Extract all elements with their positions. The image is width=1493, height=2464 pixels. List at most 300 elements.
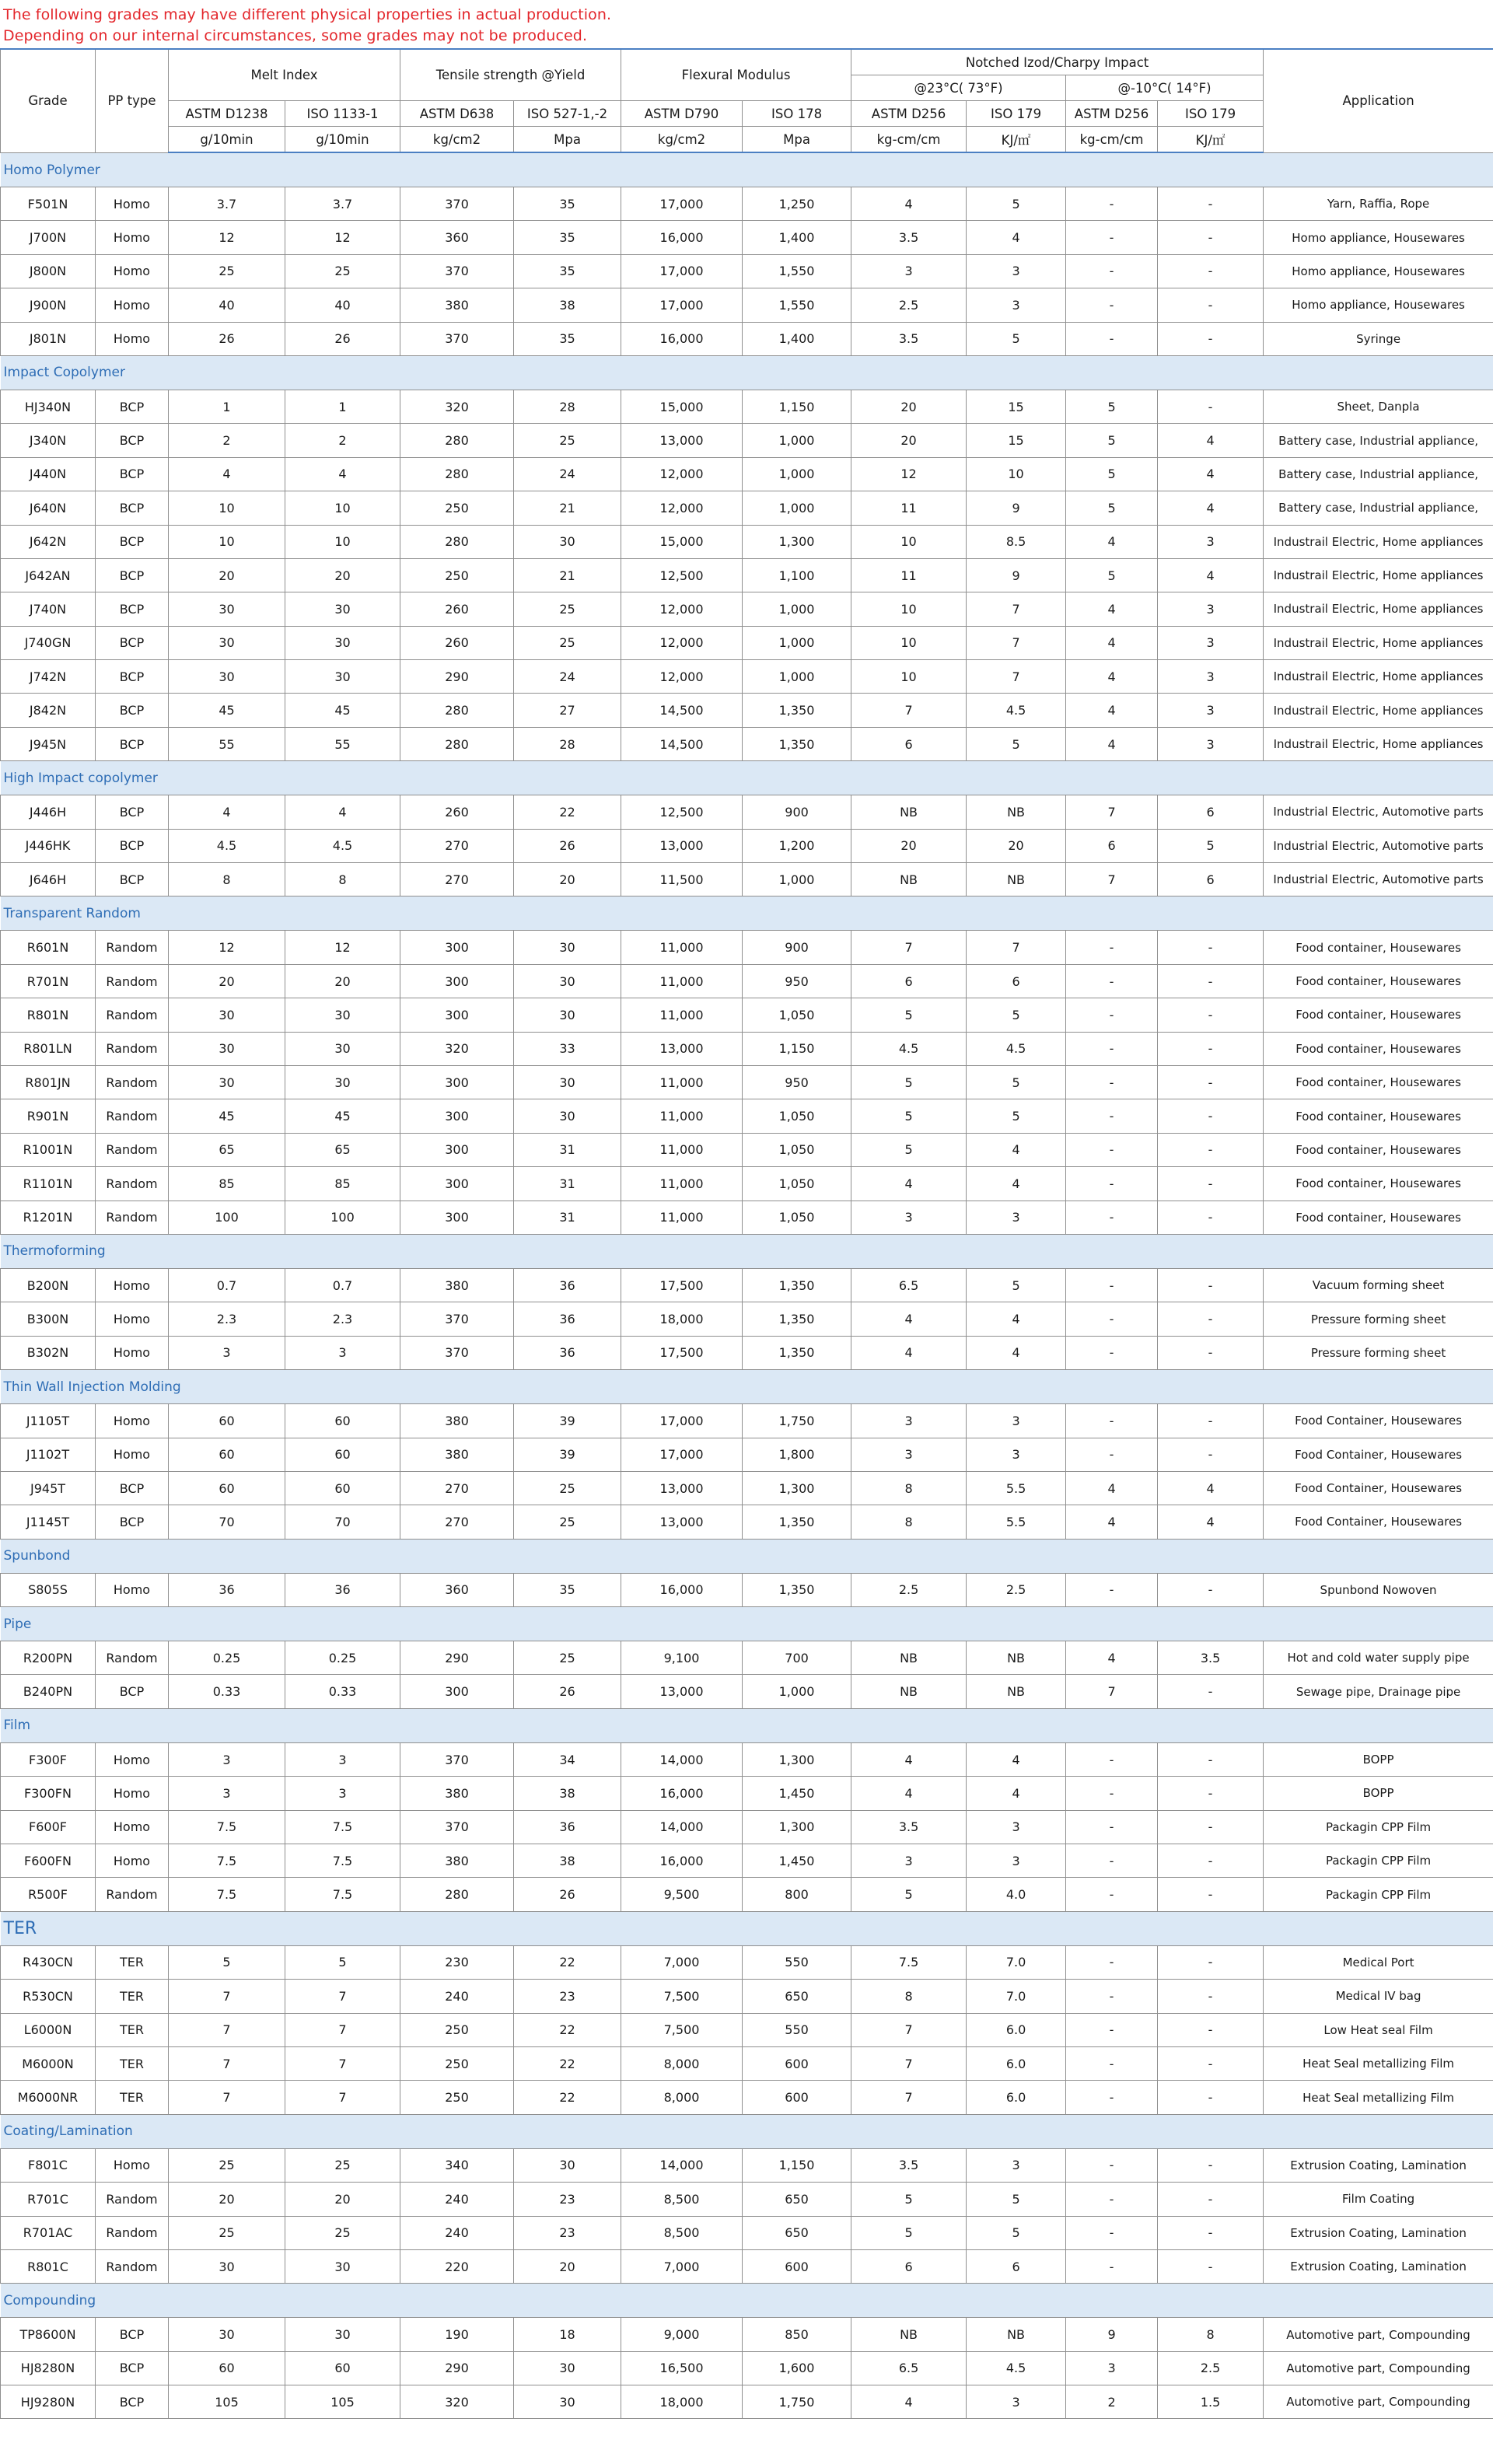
cell-mi-iso: 45 [285,694,400,727]
cell-impactm10-astm: - [1066,2046,1158,2080]
cell-mi-iso: 25 [285,2148,400,2182]
cell-mi-iso: 3 [285,1336,400,1369]
cell-grade: J742N [1,660,96,694]
cell-impact23-astm: 3 [851,1844,967,1878]
cell-flex-astm: 13,000 [621,1505,743,1539]
cell-grade: J740GN [1,626,96,659]
cell-application: Food container, Housewares [1264,964,1493,998]
cell-impact23-astm: 20 [851,424,967,457]
cell-impact23-astm: 6 [851,964,967,998]
cell-tensile-astm: 280 [400,457,514,491]
cell-flex-iso: 600 [743,2081,851,2114]
header-grade: Grade [1,49,96,152]
header-test-method: ASTM D1238 [169,101,285,127]
cell-application: Food Container, Housewares [1264,1505,1493,1539]
cell-flex-astm: 7,500 [621,2013,743,2046]
cell-mi-astm: 70 [169,1505,285,1539]
cell-impact23-iso: NB [967,2318,1066,2351]
cell-pp-type: Random [96,1167,169,1201]
cell-flex-astm: 8,500 [621,2183,743,2216]
cell-impactm10-iso: - [1158,1302,1264,1336]
cell-application: Vacuum forming sheet [1264,1268,1493,1302]
cell-mi-iso: 7 [285,2013,400,2046]
category-row [1,761,1493,795]
table-row [1,1065,1493,1099]
cell-impactm10-iso: - [1158,2081,1264,2114]
cell-tensile-astm: 290 [400,2351,514,2385]
cell-mi-iso: 20 [285,964,400,998]
cell-grade: R701AC [1,2216,96,2249]
cell-pp-type: Random [96,1641,169,1675]
cell-impactm10-iso: - [1158,221,1264,254]
cell-flex-iso: 1,350 [743,694,851,727]
cell-grade: R530CN [1,1980,96,2013]
cell-tensile-iso: 25 [514,424,621,457]
cell-mi-iso: 0.25 [285,1641,400,1675]
cell-impactm10-iso: 3 [1158,727,1264,760]
cell-impactm10-iso: - [1158,322,1264,355]
cell-impactm10-astm: 4 [1066,525,1158,558]
cell-mi-astm: 3 [169,1336,285,1369]
cell-impactm10-astm: - [1066,1133,1158,1166]
cell-mi-astm: 7 [169,2081,285,2114]
cell-flex-iso: 1,350 [743,1336,851,1369]
cell-flex-iso: 1,000 [743,626,851,659]
cell-flex-astm: 17,000 [621,187,743,221]
cell-mi-astm: 40 [169,288,285,322]
cell-impactm10-iso: 3 [1158,660,1264,694]
category-label: Thermoforming [1,1234,1493,1268]
cell-impactm10-iso: - [1158,2013,1264,2046]
cell-impact23-astm: 3 [851,1201,967,1234]
cell-impactm10-astm: - [1066,1268,1158,1302]
cell-impactm10-iso: - [1158,964,1264,998]
cell-pp-type: Homo [96,187,169,221]
cell-mi-astm: 30 [169,2249,285,2283]
cell-flex-astm: 12,000 [621,660,743,694]
table-row [1,457,1493,491]
cell-impact23-astm: 11 [851,558,967,592]
header-unit: kg-cm/cm [851,127,967,153]
cell-impact23-astm: 3.5 [851,221,967,254]
cell-mi-iso: 36 [285,1573,400,1606]
cell-impact23-astm: 7 [851,2013,967,2046]
cell-mi-astm: 20 [169,558,285,592]
cell-impact23-iso: 9 [967,491,1066,525]
cell-impact23-iso: 7 [967,931,1066,964]
cell-flex-iso: 1,150 [743,2148,851,2182]
table-row [1,1471,1493,1505]
cell-flex-astm: 16,000 [621,221,743,254]
cell-flex-iso: 550 [743,1945,851,1979]
cell-impactm10-iso: - [1158,1844,1264,1878]
cell-impact23-iso: 5 [967,727,1066,760]
cell-tensile-astm: 260 [400,795,514,829]
cell-impact23-astm: 5 [851,2183,967,2216]
cell-mi-astm: 8 [169,863,285,896]
cell-flex-astm: 12,000 [621,491,743,525]
cell-flex-iso: 1,250 [743,187,851,221]
cell-tensile-astm: 230 [400,1945,514,1979]
cell-impactm10-astm: 5 [1066,457,1158,491]
cell-impactm10-astm: - [1066,1777,1158,1810]
cell-grade: R1001N [1,1133,96,1166]
header-test-method: ASTM D790 [621,101,743,127]
cell-impact23-iso: 10 [967,457,1066,491]
cell-impactm10-astm: 4 [1066,1471,1158,1505]
cell-grade: J800N [1,254,96,288]
cell-grade: R1201N [1,1201,96,1234]
cell-impactm10-astm: 5 [1066,390,1158,423]
cell-flex-iso: 1,050 [743,1167,851,1201]
cell-application: Medical IV bag [1264,1980,1493,2013]
table-row [1,221,1493,254]
cell-tensile-astm: 260 [400,592,514,626]
cell-application: Homo appliance, Housewares [1264,221,1493,254]
cell-impact23-astm: 6.5 [851,1268,967,1302]
cell-impactm10-iso: - [1158,2249,1264,2283]
production-note: The following grades may have different physical properties in actual production. [3,6,612,23]
cell-mi-iso: 60 [285,1471,400,1505]
cell-mi-astm: 25 [169,2148,285,2182]
cell-application: Automotive part, Compounding [1264,2318,1493,2351]
cell-mi-iso: 4 [285,795,400,829]
cell-tensile-astm: 270 [400,1505,514,1539]
cell-mi-iso: 105 [285,2385,400,2419]
cell-tensile-iso: 22 [514,795,621,829]
cell-tensile-astm: 240 [400,1980,514,2013]
cell-pp-type: Homo [96,1336,169,1369]
cell-grade: J642AN [1,558,96,592]
category-label: TER [1,1911,1493,1945]
cell-flex-astm: 16,000 [621,1777,743,1810]
cell-flex-iso: 1,300 [743,1471,851,1505]
cell-tensile-iso: 30 [514,2351,621,2385]
cell-pp-type: Homo [96,1302,169,1336]
cell-impact23-astm: 10 [851,592,967,626]
cell-impact23-iso: 7.0 [967,1945,1066,1979]
header-test-method: ISO 179 [1158,101,1264,127]
cell-tensile-astm: 370 [400,187,514,221]
cell-impact23-astm: 7 [851,2081,967,2114]
cell-impactm10-iso: - [1158,931,1264,964]
cell-mi-iso: 4 [285,457,400,491]
cell-pp-type: Homo [96,254,169,288]
cell-impactm10-iso: 4 [1158,424,1264,457]
header-tensile-strength: Tensile strength @Yield [400,49,621,101]
cell-tensile-iso: 28 [514,727,621,760]
cell-pp-type: Homo [96,1404,169,1438]
cell-flex-iso: 1,450 [743,1844,851,1878]
cell-impact23-iso: 6 [967,964,1066,998]
cell-pp-type: Random [96,2183,169,2216]
cell-impact23-iso: 4.0 [967,1878,1066,1911]
cell-flex-astm: 12,500 [621,795,743,829]
cell-tensile-iso: 20 [514,863,621,896]
cell-application: Extrusion Coating, Lamination [1264,2148,1493,2182]
cell-flex-astm: 14,500 [621,694,743,727]
cell-impactm10-astm: 7 [1066,1675,1158,1708]
cell-mi-astm: 60 [169,1404,285,1438]
cell-tensile-astm: 250 [400,2081,514,2114]
cell-impact23-astm: 4 [851,187,967,221]
cell-impact23-astm: 7 [851,694,967,727]
cell-flex-astm: 12,000 [621,626,743,659]
cell-flex-iso: 1,000 [743,592,851,626]
header-unit: KJ/㎡ [1158,127,1264,153]
cell-flex-iso: 650 [743,2183,851,2216]
cell-pp-type: Random [96,1878,169,1911]
cell-mi-iso: 0.33 [285,1675,400,1708]
cell-grade: R701C [1,2183,96,2216]
cell-tensile-iso: 24 [514,457,621,491]
cell-impactm10-astm: - [1066,2013,1158,2046]
cell-pp-type: BCP [96,491,169,525]
cell-flex-astm: 17,500 [621,1268,743,1302]
cell-flex-iso: 1,150 [743,1032,851,1065]
cell-application: Food Container, Housewares [1264,1404,1493,1438]
cell-mi-iso: 0.7 [285,1268,400,1302]
cell-tensile-iso: 22 [514,1945,621,1979]
cell-application: Automotive part, Compounding [1264,2385,1493,2419]
table-row [1,694,1493,727]
cell-application: BOPP [1264,1742,1493,1776]
cell-flex-iso: 600 [743,2249,851,2283]
cell-tensile-astm: 380 [400,1404,514,1438]
cell-flex-iso: 1,100 [743,558,851,592]
cell-impactm10-astm: - [1066,1573,1158,1606]
cell-impact23-astm: NB [851,2318,967,2351]
cell-pp-type: BCP [96,2318,169,2351]
cell-application: Industrail Electric, Home appliances [1264,626,1493,659]
cell-mi-iso: 1 [285,390,400,423]
cell-mi-astm: 26 [169,322,285,355]
cell-impact23-astm: 4 [851,2385,967,2419]
cell-tensile-iso: 30 [514,1065,621,1099]
cell-flex-astm: 7,000 [621,2249,743,2283]
cell-tensile-iso: 30 [514,2385,621,2419]
cell-pp-type: Random [96,998,169,1032]
cell-impactm10-astm: - [1066,1945,1158,1979]
cell-flex-iso: 1,350 [743,1505,851,1539]
cell-mi-astm: 5 [169,1945,285,1979]
cell-impact23-astm: 6 [851,2249,967,2283]
table-row [1,626,1493,659]
cell-tensile-iso: 31 [514,1167,621,1201]
cell-flex-iso: 1,000 [743,491,851,525]
table-row [1,187,1493,221]
table-row [1,254,1493,288]
cell-grade: R801LN [1,1032,96,1065]
cell-mi-astm: 7 [169,2013,285,2046]
table-row [1,1505,1493,1539]
cell-flex-astm: 12,500 [621,558,743,592]
category-row [1,2114,1493,2148]
cell-flex-iso: 600 [743,2046,851,2080]
category-row [1,2284,1493,2318]
cell-tensile-astm: 280 [400,727,514,760]
cell-tensile-iso: 35 [514,221,621,254]
cell-pp-type: BCP [96,1675,169,1708]
cell-impactm10-astm: 7 [1066,795,1158,829]
cell-pp-type: TER [96,1945,169,1979]
cell-tensile-iso: 25 [514,1505,621,1539]
cell-tensile-iso: 27 [514,694,621,727]
cell-tensile-iso: 33 [514,1032,621,1065]
header-test-method: ISO 179 [967,101,1066,127]
cell-tensile-astm: 190 [400,2318,514,2351]
cell-grade: B200N [1,1268,96,1302]
availability-note: Depending on our internal circumstances, some grades may not be produced. [3,27,588,44]
cell-impact23-iso: 7 [967,592,1066,626]
cell-impact23-astm: 20 [851,829,967,862]
cell-impactm10-iso: - [1158,1810,1264,1844]
cell-tensile-iso: 34 [514,1742,621,1776]
cell-tensile-iso: 25 [514,1471,621,1505]
cell-application: Industrial Electric, Automotive parts [1264,863,1493,896]
cell-impactm10-iso: 1.5 [1158,2385,1264,2419]
cell-pp-type: BCP [96,2351,169,2385]
table-row [1,1438,1493,1471]
cell-application: Battery case, Industrial appliance, [1264,424,1493,457]
cell-tensile-astm: 340 [400,2148,514,2182]
cell-tensile-astm: 250 [400,558,514,592]
cell-tensile-iso: 30 [514,1099,621,1133]
cell-impactm10-iso: 6 [1158,795,1264,829]
cell-tensile-astm: 270 [400,863,514,896]
cell-mi-iso: 2.3 [285,1302,400,1336]
cell-grade: M6000N [1,2046,96,2080]
cell-tensile-astm: 300 [400,998,514,1032]
cell-impact23-astm: 5 [851,1133,967,1166]
cell-impact23-iso: 6.0 [967,2046,1066,2080]
cell-tensile-iso: 31 [514,1133,621,1166]
cell-impactm10-iso: 4 [1158,457,1264,491]
cell-tensile-astm: 290 [400,660,514,694]
cell-application: Sheet, Danpla [1264,390,1493,423]
cell-impactm10-iso: - [1158,1742,1264,1776]
cell-pp-type: Homo [96,1268,169,1302]
cell-tensile-astm: 380 [400,1438,514,1471]
table-row [1,322,1493,355]
cell-impact23-astm: 12 [851,457,967,491]
cell-mi-astm: 20 [169,964,285,998]
cell-impactm10-astm: - [1066,1844,1158,1878]
cell-impact23-iso: 20 [967,829,1066,862]
cell-tensile-iso: 21 [514,558,621,592]
cell-mi-astm: 100 [169,1201,285,1234]
cell-tensile-astm: 250 [400,491,514,525]
cell-flex-astm: 7,500 [621,1980,743,2013]
cell-tensile-astm: 300 [400,1133,514,1166]
cell-impact23-iso: 2.5 [967,1573,1066,1606]
cell-tensile-astm: 320 [400,2385,514,2419]
cell-pp-type: BCP [96,2385,169,2419]
cell-application: Food container, Housewares [1264,1133,1493,1166]
cell-grade: R200PN [1,1641,96,1675]
cell-mi-astm: 7.5 [169,1810,285,1844]
cell-pp-type: BCP [96,660,169,694]
cell-impactm10-astm: 2 [1066,2385,1158,2419]
cell-flex-astm: 13,000 [621,1471,743,1505]
header-melt-index: Melt Index [169,49,400,101]
cell-flex-iso: 1,550 [743,254,851,288]
cell-grade: J801N [1,322,96,355]
cell-application: Spunbond Nowoven [1264,1573,1493,1606]
cell-impact23-iso: 6.0 [967,2013,1066,2046]
cell-impact23-iso: 3 [967,2385,1066,2419]
cell-mi-astm: 105 [169,2385,285,2419]
table-row [1,390,1493,423]
cell-grade: J1145T [1,1505,96,1539]
cell-flex-astm: 15,000 [621,525,743,558]
cell-pp-type: Homo [96,1438,169,1471]
cell-impact23-iso: 5 [967,2183,1066,2216]
cell-impactm10-iso: - [1158,1980,1264,2013]
cell-tensile-astm: 300 [400,1201,514,1234]
cell-mi-iso: 65 [285,1133,400,1166]
cell-application: Industrail Electric, Home appliances [1264,525,1493,558]
cell-impactm10-astm: - [1066,998,1158,1032]
cell-application: Food Container, Housewares [1264,1438,1493,1471]
cell-impactm10-astm: 5 [1066,424,1158,457]
cell-impactm10-iso: - [1158,390,1264,423]
cell-tensile-astm: 380 [400,1777,514,1810]
table-row [1,998,1493,1032]
cell-flex-astm: 11,000 [621,998,743,1032]
cell-pp-type: Random [96,2249,169,2283]
cell-tensile-astm: 320 [400,1032,514,1065]
cell-application: Battery case, Industrial appliance, [1264,491,1493,525]
category-row [1,1539,1493,1573]
cell-pp-type: Random [96,1099,169,1133]
table-row [1,2318,1493,2351]
cell-tensile-iso: 26 [514,1675,621,1708]
cell-mi-astm: 20 [169,2183,285,2216]
cell-impactm10-iso: 5 [1158,829,1264,862]
cell-impactm10-iso: - [1158,1945,1264,1979]
cell-impact23-iso: 4 [967,1777,1066,1810]
cell-impact23-astm: 5 [851,2216,967,2249]
cell-grade: R601N [1,931,96,964]
cell-application: Automotive part, Compounding [1264,2351,1493,2385]
cell-flex-iso: 950 [743,1065,851,1099]
category-row [1,1234,1493,1268]
cell-flex-iso: 1,000 [743,660,851,694]
cell-mi-iso: 8 [285,863,400,896]
cell-impact23-astm: 7 [851,2046,967,2080]
cell-impact23-astm: 6 [851,727,967,760]
cell-application: Pressure forming sheet [1264,1336,1493,1369]
cell-mi-astm: 60 [169,1438,285,1471]
cell-impactm10-astm: - [1066,288,1158,322]
cell-mi-iso: 30 [285,998,400,1032]
cell-mi-iso: 30 [285,592,400,626]
cell-impactm10-iso: - [1158,187,1264,221]
category-row [1,896,1493,931]
cell-flex-astm: 18,000 [621,2385,743,2419]
cell-impactm10-iso: - [1158,288,1264,322]
cell-impact23-astm: 3 [851,1438,967,1471]
cell-impact23-astm: 7.5 [851,1945,967,1979]
cell-impactm10-astm: - [1066,1099,1158,1133]
cell-flex-iso: 1,050 [743,998,851,1032]
cell-flex-iso: 950 [743,964,851,998]
cell-application: Industrail Electric, Home appliances [1264,558,1493,592]
cell-flex-iso: 1,350 [743,727,851,760]
cell-mi-astm: 85 [169,1167,285,1201]
cell-grade: R801C [1,2249,96,2283]
